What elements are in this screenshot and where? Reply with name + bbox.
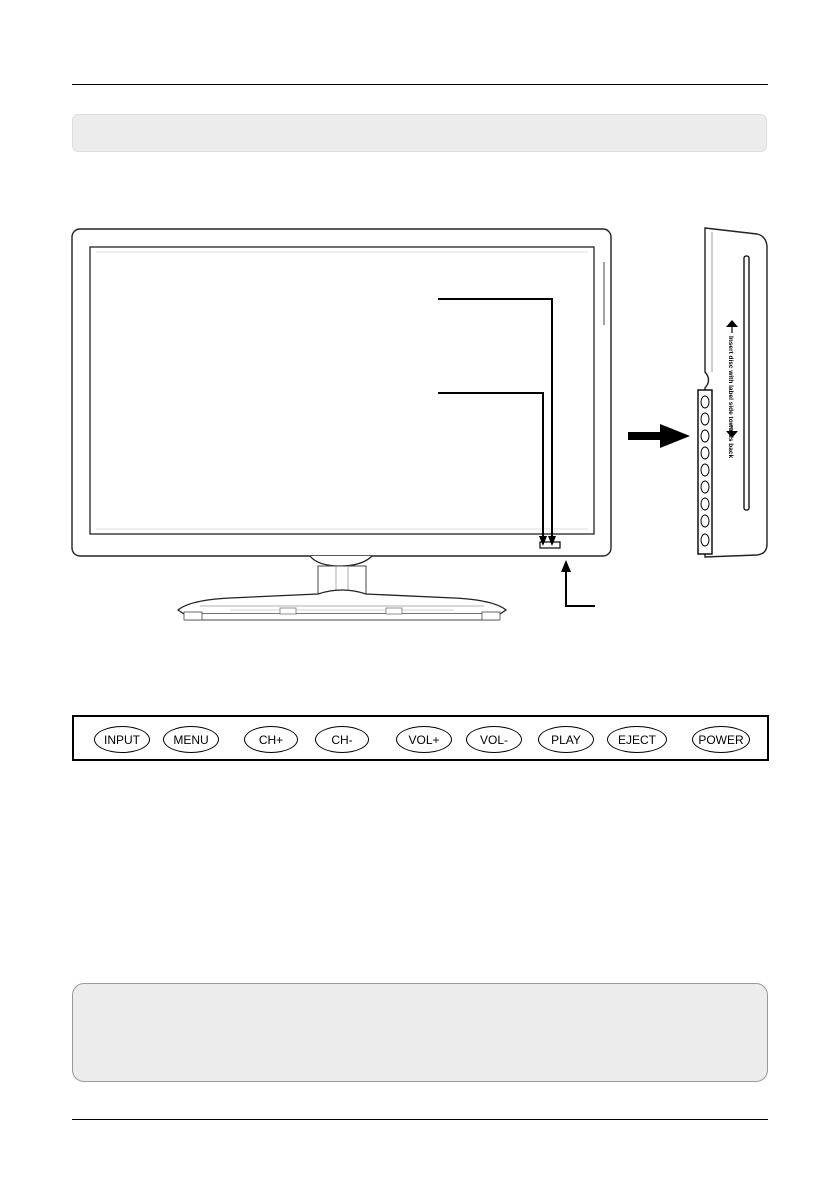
tv-screen: [90, 247, 594, 534]
stand-neck: [310, 556, 372, 566]
side-button: [701, 447, 709, 459]
side-button: [701, 534, 709, 546]
side-button: [701, 515, 709, 527]
disc-slot: [744, 256, 749, 510]
control-button-strip: [72, 715, 769, 761]
side-button: [701, 430, 709, 442]
eject-button[interactable]: EJECT: [607, 726, 667, 753]
side-button: [701, 396, 709, 408]
side-buttons: [701, 396, 709, 546]
side-view-arrow: [628, 424, 690, 448]
menu-button[interactable]: MENU: [163, 726, 219, 753]
tv-side-panel: [705, 228, 767, 557]
side-button: [701, 464, 709, 476]
disc-slot-label: Insert disc with label side towards back: [727, 336, 734, 459]
side-button: [701, 498, 709, 510]
stand-base: [178, 590, 506, 614]
input-button[interactable]: INPUT: [94, 726, 150, 753]
play-button[interactable]: PLAY: [538, 726, 594, 753]
power-button[interactable]: POWER: [692, 726, 750, 753]
note-box: [72, 983, 768, 1082]
channel-up-button[interactable]: CH+: [244, 726, 298, 753]
side-button: [701, 481, 709, 493]
volume-down-button[interactable]: VOL-: [466, 726, 522, 753]
volume-up-button[interactable]: VOL+: [396, 726, 452, 753]
channel-down-button[interactable]: CH-: [315, 726, 369, 753]
side-button: [701, 413, 709, 425]
